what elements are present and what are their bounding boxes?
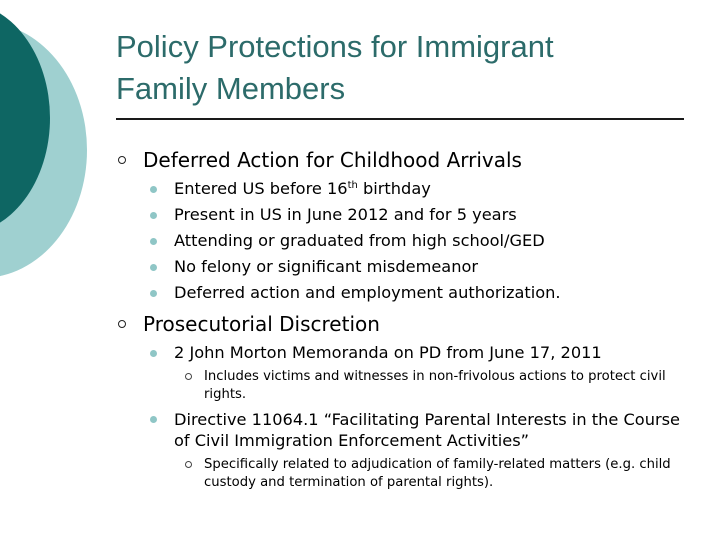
daca-item-record: No felony or significant misdemeanor xyxy=(174,257,479,276)
title-line-2: Family Members xyxy=(116,71,346,106)
pd-heading: Prosecutorial Discretion xyxy=(143,312,380,336)
bullet-icon xyxy=(185,461,192,468)
bullet-icon xyxy=(150,238,157,245)
daca-item-education: Attending or graduated from high school/GED xyxy=(174,231,545,250)
title-line-1: Policy Protections for Immigrant xyxy=(116,29,554,64)
daca-item-age: Entered US before 16th birthday xyxy=(174,179,431,198)
bullet-icon xyxy=(150,264,157,271)
daca-item-presence: Present in US in June 2012 and for 5 years xyxy=(174,205,517,224)
bullet-icon xyxy=(118,320,126,328)
bullet-icon xyxy=(150,212,157,219)
pd-item-directive: Directive 11064.1 “Facilitating Parental Interests in the Course of Civil Immigration Enforcement Activities” xyxy=(174,410,681,450)
bullet-icon xyxy=(118,156,126,164)
bullet-icon xyxy=(150,290,157,297)
bullet-icon xyxy=(150,350,157,357)
bullet-icon xyxy=(185,373,192,380)
pd-item-morton: 2 John Morton Memoranda on PD from June 17, 2011 xyxy=(174,343,602,362)
pd-morton-detail: Includes victims and witnesses in non-frivolous actions to protect civil rights. xyxy=(204,369,666,402)
daca-item-authorization: Deferred action and employment authorization. xyxy=(174,283,561,302)
daca-heading: Deferred Action for Childhood Arrivals xyxy=(143,148,522,172)
bullet-icon xyxy=(150,416,157,423)
bullet-icon xyxy=(150,186,157,193)
pd-directive-detail: Specifically related to adjudication of family-related matters (e.g. child custody and termination of parental rights). xyxy=(204,457,671,490)
